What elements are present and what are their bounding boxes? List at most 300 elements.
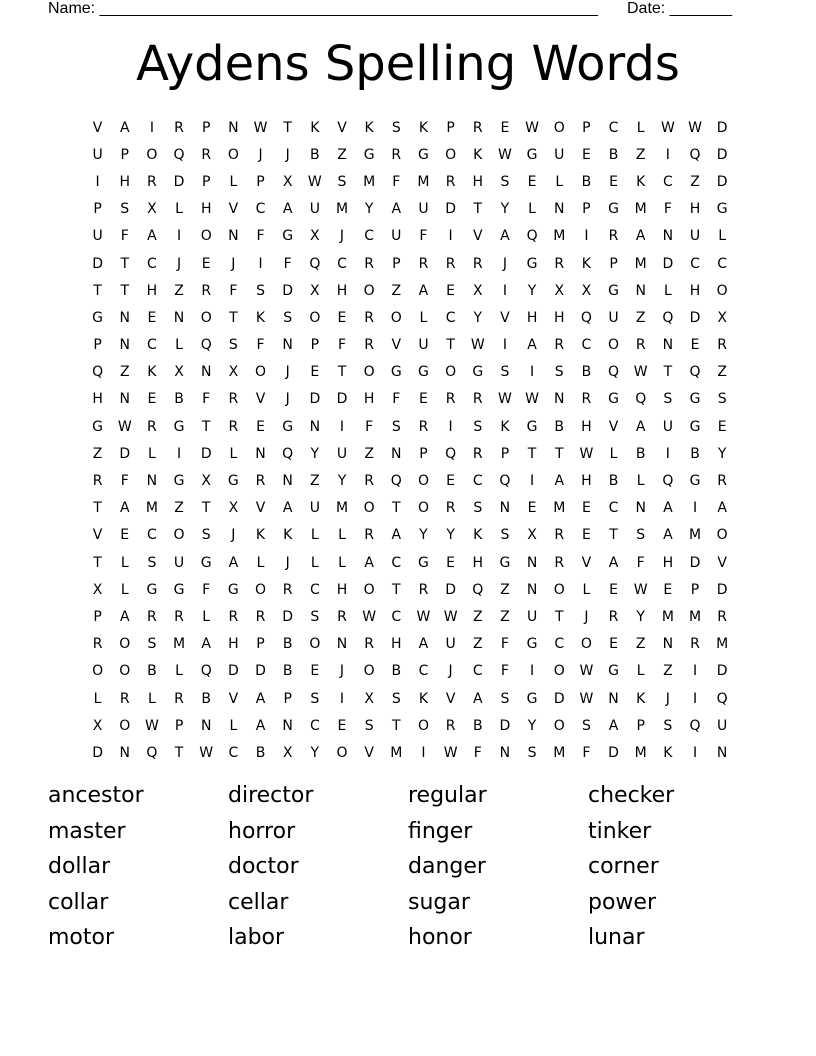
grid-letter: N [553, 201, 565, 218]
grid-letter: U [689, 228, 701, 245]
grid-letter: R [282, 581, 293, 598]
grid-letter: R [418, 581, 429, 598]
grid-letter: D [499, 717, 511, 734]
word-list-item: motor [48, 925, 115, 950]
grid-letter: O [553, 119, 565, 136]
grid-letter: C [472, 663, 483, 680]
grid-letter: V [92, 527, 103, 544]
grid-letter: O [716, 527, 728, 544]
grid-letter: C [391, 608, 402, 625]
grid-letter: W [498, 391, 512, 408]
grid-letter: P [283, 690, 292, 707]
grid-letter: G [608, 391, 619, 408]
grid-letter: N [662, 228, 674, 245]
grid-letter: N [635, 282, 646, 299]
grid-letter: K [364, 119, 374, 136]
grid-letter: B [255, 744, 266, 761]
grid-letter: I [339, 418, 345, 435]
grid-letter: R [364, 473, 374, 490]
grid-letter: X [717, 309, 727, 326]
grid-letter: X [92, 581, 103, 598]
grid-letter: C [690, 255, 700, 272]
date-field-label: Date: _______ [627, 0, 732, 17]
grid-letter: I [448, 418, 453, 435]
grid-letter: S [554, 364, 564, 381]
grid-letter: A [255, 717, 266, 734]
grid-letter: M [363, 173, 376, 190]
grid-letter: Q [662, 309, 674, 326]
grid-letter: Y [527, 717, 537, 734]
grid-letter: H [92, 391, 103, 408]
grid-letter: O [553, 717, 565, 734]
grid-letter: E [419, 391, 428, 408]
grid-letter: F [120, 473, 129, 490]
grid-letter: O [200, 309, 212, 326]
grid-letter: L [718, 228, 727, 245]
grid-letter: X [174, 364, 184, 381]
grid-letter: A [147, 228, 157, 245]
grid-letter: V [255, 500, 266, 517]
grid-letter: T [473, 201, 483, 218]
grid-letter: R [635, 337, 646, 354]
grid-letter: Y [500, 201, 510, 218]
grid-letter: H [553, 309, 565, 326]
grid-letter: L [256, 554, 265, 571]
grid-letter: L [147, 690, 156, 707]
grid-letter: N [391, 445, 402, 462]
grid-letter: S [717, 391, 727, 408]
grid-letter: M [390, 744, 403, 761]
grid-letter: Y [717, 445, 727, 462]
grid-letter: D [716, 663, 728, 680]
grid-letter: B [472, 717, 483, 734]
grid-letter: E [581, 500, 591, 517]
grid-letter: G [499, 554, 511, 571]
grid-letter: R [147, 608, 157, 625]
grid-letter: V [717, 554, 727, 571]
grid-letter: U [309, 201, 320, 218]
grid-letter: P [582, 119, 591, 136]
grid-letter: A [500, 228, 510, 245]
grid-letter: R [364, 636, 374, 653]
grid-letter: V [337, 119, 347, 136]
grid-letter: R [554, 255, 565, 272]
grid-letter: R [364, 255, 374, 272]
grid-letter: O [119, 636, 131, 653]
grid-letter: O [417, 717, 429, 734]
grid-letter: J [285, 364, 290, 381]
grid-letter: E [120, 527, 130, 544]
grid-letter: L [528, 201, 536, 218]
grid-letter: M [145, 500, 158, 517]
grid-letter: S [147, 636, 157, 653]
grid-letter: H [689, 201, 701, 218]
grid-letter: I [692, 663, 698, 680]
grid-letter: G [363, 146, 375, 163]
grid-letter: R [472, 119, 483, 136]
grid-letter: G [716, 201, 728, 218]
grid-letter: F [229, 282, 238, 299]
grid-letter: E [256, 418, 265, 435]
grid-letter: L [147, 445, 156, 462]
grid-letter: X [147, 201, 157, 218]
grid-letter: S [581, 717, 591, 734]
grid-letter: L [93, 690, 102, 707]
grid-letter: T [229, 309, 238, 326]
grid-letter: H [391, 636, 402, 653]
grid-letter: P [93, 337, 102, 354]
grid-letter: O [363, 282, 375, 299]
grid-letter: J [231, 527, 236, 544]
grid-letter: O [363, 364, 375, 381]
grid-letter: S [147, 554, 157, 571]
grid-letter: N [119, 391, 130, 408]
grid-letter: K [473, 146, 483, 163]
grid-letter: R [174, 119, 184, 136]
grid-letter: S [228, 337, 238, 354]
grid-letter: C [554, 636, 565, 653]
grid-letter: X [282, 744, 293, 761]
grid-letter: C [147, 527, 157, 544]
grid-letter: N [716, 744, 728, 761]
grid-letter: U [526, 608, 538, 625]
grid-letter: G [173, 473, 185, 490]
grid-letter: D [282, 282, 294, 299]
grid-letter: J [285, 391, 290, 408]
grid-letter: R [255, 473, 266, 490]
grid-letter: F [500, 636, 509, 653]
grid-letter: G [282, 418, 294, 435]
grid-letter: P [609, 255, 618, 272]
word-list [48, 780, 768, 958]
grid-letter: L [310, 554, 319, 571]
grid-letter: V [391, 337, 402, 354]
grid-letter: X [310, 282, 320, 299]
grid-letter: U [391, 228, 402, 245]
grid-letter: C [147, 337, 157, 354]
grid-letter: D [553, 690, 565, 707]
grid-letter: J [584, 608, 589, 625]
grid-letter: I [149, 119, 154, 136]
grid-letter: G [390, 364, 402, 381]
word-list-item: horror [228, 818, 296, 844]
grid-letter: I [176, 228, 182, 245]
grid-letter: C [608, 119, 619, 136]
grid-letter: W [660, 119, 675, 136]
grid-letter: E [690, 337, 700, 354]
grid-letter: S [391, 418, 401, 435]
grid-letter: S [500, 173, 510, 190]
grid-letter: K [147, 364, 157, 381]
grid-letter: E [337, 309, 347, 326]
grid-letter: G [227, 473, 239, 490]
grid-letter: V [500, 309, 510, 326]
grid-letter: G [282, 228, 294, 245]
grid-letter: I [530, 663, 535, 680]
grid-letter: T [554, 445, 564, 462]
grid-letter: T [120, 255, 130, 272]
word-list-item: cellar [228, 889, 289, 915]
grid-letter: P [120, 146, 129, 163]
grid-letter: O [173, 527, 185, 544]
word-list-item: collar [48, 889, 109, 915]
grid-letter: C [445, 309, 456, 326]
grid-letter: U [554, 146, 565, 163]
grid-letter: A [364, 554, 374, 571]
word-list-item: honor [408, 925, 472, 950]
grid-letter: R [418, 255, 429, 272]
grid-letter: G [608, 282, 619, 299]
grid-letter: K [663, 744, 673, 761]
grid-letter: P [256, 173, 265, 190]
grid-letter: G [526, 636, 538, 653]
grid-letter: Z [663, 663, 673, 680]
grid-letter: T [283, 119, 292, 136]
grid-letter: R [554, 337, 565, 354]
grid-letter: W [362, 608, 377, 625]
grid-letter: R [581, 391, 592, 408]
grid-letter: O [200, 228, 212, 245]
grid-letter: C [147, 255, 157, 272]
grid-letter: U [309, 500, 320, 517]
grid-letter: L [175, 201, 183, 218]
grid-letter: K [636, 690, 646, 707]
grid-letter: E [310, 364, 320, 381]
grid-letter: T [554, 608, 564, 625]
grid-letter: Y [337, 473, 347, 490]
grid-letter: R [717, 608, 728, 625]
grid-letter: R [228, 391, 239, 408]
grid-letter: G [173, 418, 185, 435]
grid-letter: W [144, 717, 159, 734]
grid-letter: L [555, 173, 564, 190]
grid-letter: I [502, 282, 507, 299]
grid-letter: Q [200, 663, 212, 680]
word-list-item: master [48, 818, 126, 844]
grid-letter: D [716, 581, 728, 598]
grid-letter: R [445, 717, 456, 734]
grid-letter: S [391, 690, 401, 707]
grid-letter: R [472, 445, 483, 462]
grid-letter: B [581, 364, 592, 381]
grid-letter: Q [92, 364, 104, 381]
grid-letter: M [335, 201, 349, 218]
grid-letter: S [364, 717, 374, 734]
grid-letter: H [228, 636, 239, 653]
grid-letter: B [310, 146, 320, 163]
grid-letter: N [526, 581, 538, 598]
grid-letter: I [692, 690, 698, 707]
grid-letter: D [689, 554, 701, 571]
word-list-item: lunar [588, 925, 645, 950]
grid-letter: M [661, 608, 674, 625]
grid-letter: U [608, 309, 619, 326]
grid-letter: H [200, 201, 212, 218]
grid-letter: B [690, 445, 700, 462]
grid-letter: R [608, 608, 619, 625]
grid-letter: K [473, 527, 483, 544]
grid-letter: D [92, 255, 103, 272]
grid-letter: H [526, 309, 538, 326]
grid-letter: K [500, 418, 510, 435]
grid-letter: C [228, 744, 239, 761]
grid-letter: N [119, 744, 130, 761]
grid-letter: A [119, 119, 130, 136]
grid-letter: E [446, 282, 456, 299]
grid-letter: A [554, 473, 565, 490]
grid-letter: Q [689, 717, 701, 734]
grid-letter: N [228, 228, 239, 245]
grid-letter: P [582, 201, 591, 218]
grid-letter: R [418, 418, 429, 435]
grid-letter: N [119, 309, 130, 326]
grid-letter: G [92, 309, 103, 326]
grid-letter: V [445, 690, 456, 707]
grid-letter: T [337, 364, 347, 381]
grid-letter: W [470, 337, 485, 354]
grid-letter: S [473, 500, 483, 517]
grid-letter: D [689, 309, 701, 326]
grid-letter: J [258, 146, 263, 163]
grid-letter: A [391, 527, 402, 544]
grid-letter: E [446, 554, 456, 571]
grid-letter: A [282, 500, 293, 517]
grid-letter: Q [526, 228, 538, 245]
grid-letter: N [282, 337, 293, 354]
grid-letter: W [199, 744, 214, 761]
grid-letter: M [173, 636, 186, 653]
grid-letter: O [390, 309, 402, 326]
grid-letter: F [473, 744, 482, 761]
grid-letter: K [255, 309, 266, 326]
grid-letter: T [392, 500, 401, 517]
grid-letter: I [530, 364, 535, 381]
grid-letter: T [392, 717, 401, 734]
grid-letter: N [662, 337, 674, 354]
word-list-item: ancestor [48, 783, 144, 808]
grid-letter: R [554, 554, 565, 571]
grid-letter: D [309, 391, 321, 408]
grid-letter: R [228, 418, 239, 435]
grid-letter: A [119, 608, 130, 625]
grid-letter: Q [689, 146, 701, 163]
grid-letter: B [608, 473, 619, 490]
grid-letter: I [176, 445, 182, 462]
grid-letter: R [472, 255, 483, 272]
grid-letter: S [283, 309, 293, 326]
grid-letter: O [363, 663, 375, 680]
grid-letter: I [421, 744, 426, 761]
grid-letter: S [500, 690, 510, 707]
grid-letter: X [310, 228, 320, 245]
grid-letter: W [688, 119, 702, 136]
grid-letter: L [419, 309, 428, 326]
grid-letter: B [201, 690, 211, 707]
grid-letter: H [581, 418, 592, 435]
grid-letter: V [255, 391, 266, 408]
grid-letter: W [117, 418, 132, 435]
grid-letter: H [472, 173, 484, 190]
grid-letter: Z [472, 636, 483, 653]
grid-letter: E [609, 636, 618, 653]
grid-letter: M [335, 500, 349, 517]
grid-letter: T [93, 554, 102, 571]
grid-letter: I [692, 500, 698, 517]
grid-letter: I [530, 473, 535, 490]
grid-letter: U [445, 636, 456, 653]
grid-letter: N [173, 309, 185, 326]
grid-letter: R [147, 418, 157, 435]
grid-letter: W [579, 690, 594, 707]
grid-letter: R [255, 608, 266, 625]
grid-letter: J [231, 255, 236, 272]
grid-letter: C [255, 201, 266, 218]
grid-letter: P [419, 445, 428, 462]
grid-letter: M [716, 636, 729, 653]
grid-letter: I [339, 690, 345, 707]
grid-letter: G [689, 391, 701, 408]
grid-letter: S [500, 527, 510, 544]
grid-letter: E [527, 173, 537, 190]
grid-letter: R [174, 690, 184, 707]
grid-letter: Z [92, 445, 103, 462]
grid-letter: S [527, 744, 537, 761]
grid-letter: Z [391, 282, 402, 299]
grid-letter: F [365, 418, 374, 435]
word-list-item: dollar [48, 854, 111, 879]
grid-letter: S [337, 173, 347, 190]
grid-letter: Z [717, 364, 727, 381]
grid-letter: S [310, 608, 320, 625]
grid-letter: M [553, 744, 566, 761]
grid-letter: C [581, 337, 592, 354]
grid-letter: E [446, 473, 456, 490]
grid-letter: B [282, 636, 293, 653]
grid-letter: F [636, 554, 645, 571]
grid-letter: V [472, 228, 483, 245]
grid-letter: T [201, 500, 211, 517]
grid-letter: X [282, 173, 293, 190]
grid-letter: L [175, 337, 183, 354]
grid-letter: Q [689, 364, 701, 381]
grid-letter: J [285, 146, 290, 163]
grid-letter: P [174, 717, 184, 734]
grid-letter: Y [446, 527, 455, 544]
grid-letter: C [364, 228, 375, 245]
grid-letter: J [502, 255, 507, 272]
grid-letter: C [717, 255, 728, 272]
grid-letter: I [665, 146, 670, 163]
name-field-label: Name: ________________________________________________________ [48, 0, 598, 17]
grid-letter: A [527, 337, 537, 354]
grid-letter: R [445, 173, 456, 190]
grid-letter: Y [636, 608, 645, 625]
grid-letter: O [417, 473, 429, 490]
grid-letter: N [255, 445, 266, 462]
grid-letter: O [336, 744, 348, 761]
grid-letter: N [608, 690, 619, 707]
grid-letter: J [285, 554, 290, 571]
grid-letter: D [200, 445, 212, 462]
grid-letter: T [663, 364, 673, 381]
grid-letter: Y [473, 309, 483, 326]
grid-letter: Z [500, 608, 510, 625]
grid-letter: F [582, 744, 591, 761]
grid-letter: Z [635, 636, 646, 653]
grid-letter: D [282, 608, 294, 625]
grid-letter: M [688, 527, 702, 544]
grid-letter: A [228, 554, 239, 571]
